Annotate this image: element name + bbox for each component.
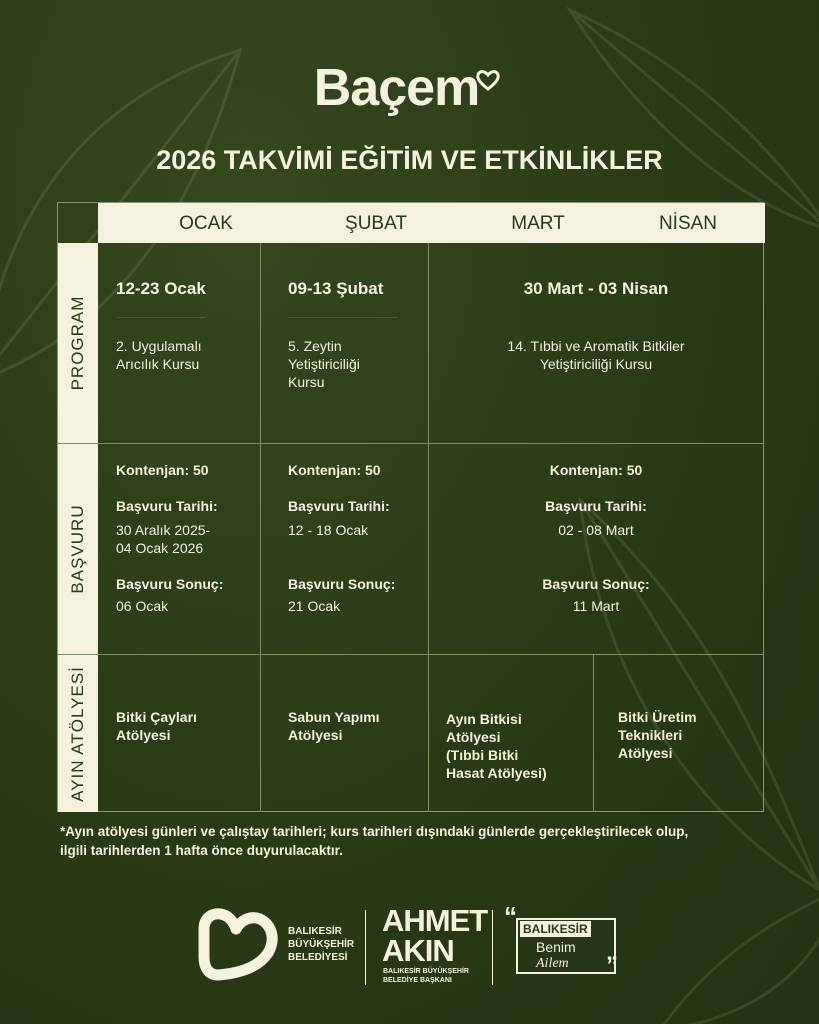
atolye-subat: Sabun Yapımı Atölyesi <box>288 709 380 743</box>
program-ocak-date: 12-23 Ocak <box>116 279 206 298</box>
footer-separator <box>365 910 366 985</box>
grid-line <box>593 654 594 812</box>
belediye-name: BALIKESİR BÜYÜKŞEHİR BELEDİYESİ <box>288 926 355 963</box>
quote-open-icon: “ <box>504 901 517 931</box>
basvuru-subat: Kontenjan: 50 Başvuru Tarihi: 12 - 18 Ocak Başvuru Sonuç: 21 Ocak <box>288 462 396 614</box>
calendar-table <box>57 202 764 812</box>
ahmet-akin-logo: AHMET AKIN <box>382 903 488 968</box>
footer-separator <box>492 910 493 985</box>
atolye-ocak: Bitki Çayları Atölyesi <box>116 709 197 743</box>
slogan-line2: Benim <box>536 939 576 955</box>
slogan-line1: BALIKESİR <box>520 921 591 937</box>
program-subat-title: 5. Zeytin Yetiştiriciliği Kursu <box>288 338 360 390</box>
basvuru-ocak: Kontenjan: 50 Başvuru Tarihi: 30 Aralık 2025- 04 Ocak 2026 Başvuru Sonuç: 06 Ocak <box>116 462 224 614</box>
belediye-heart-logo-icon <box>196 905 282 983</box>
month-ocak: OCAK <box>179 213 233 234</box>
row-label-atolye: AYIN ATÖLYESİ <box>58 655 98 812</box>
row-label-basvuru: BAŞVURU <box>58 444 98 654</box>
program-mart-nisan-date: 30 Mart - 03 Nisan <box>523 279 669 298</box>
brand-name: Baçem <box>313 59 480 117</box>
basvuru-mart-nisan: Kontenjan: 50 Başvuru Tarihi: 02 - 08 Mart Başvuru Sonuç: 11 Mart <box>542 462 650 614</box>
baskan-title: BALIKESİR BÜYÜKŞEHİR BELEDİYE BAŞKANI <box>383 968 469 984</box>
program-mart-nisan-title: 14. Tıbbi ve Aromatik Bitkiler Yetiştiriciliği Kursu <box>507 338 685 372</box>
month-subat: ŞUBAT <box>345 213 407 234</box>
heart-icon <box>475 69 501 91</box>
grid-line <box>58 443 763 444</box>
program-ocak-title: 2. Uygulamalı Arıcılık Kursu <box>116 338 202 372</box>
leaf-decoration-icon <box>650 880 819 1024</box>
atolye-mart: Ayın Bitkisi Atölyesi (Tıbbi Bitki Hasat Atölyesi) <box>446 711 547 781</box>
atolye-nisan: Bitki Üretim Teknikleri Atölyesi <box>618 709 697 761</box>
row-label-program: PROGRAM <box>58 243 98 443</box>
month-nisan: NİSAN <box>658 213 718 234</box>
slogan-line3: Ailem <box>536 956 569 971</box>
divider <box>288 317 398 318</box>
grid-line <box>260 243 261 812</box>
quote-close-icon: ” <box>606 952 618 979</box>
page-title: 2026 TAKVİMİ EĞİTİM VE ETKİNLİKLER <box>156 145 663 175</box>
balikesir-benim-ailem-logo <box>502 901 624 982</box>
grid-line <box>58 654 763 655</box>
month-mart: MART <box>511 213 565 234</box>
bacem-logo <box>0 58 819 118</box>
month-header <box>98 203 765 243</box>
program-subat-date: 09-13 Şubat <box>288 279 384 298</box>
footnote: *Ayın atölyesi günleri ve çalıştay tarihleri; kurs tarihleri dışındaki günlerde gerçekleştirilecek olup, ilgili tarihlerden 1 hafta önce duyurulacaktır. <box>60 824 689 858</box>
divider <box>116 317 206 318</box>
